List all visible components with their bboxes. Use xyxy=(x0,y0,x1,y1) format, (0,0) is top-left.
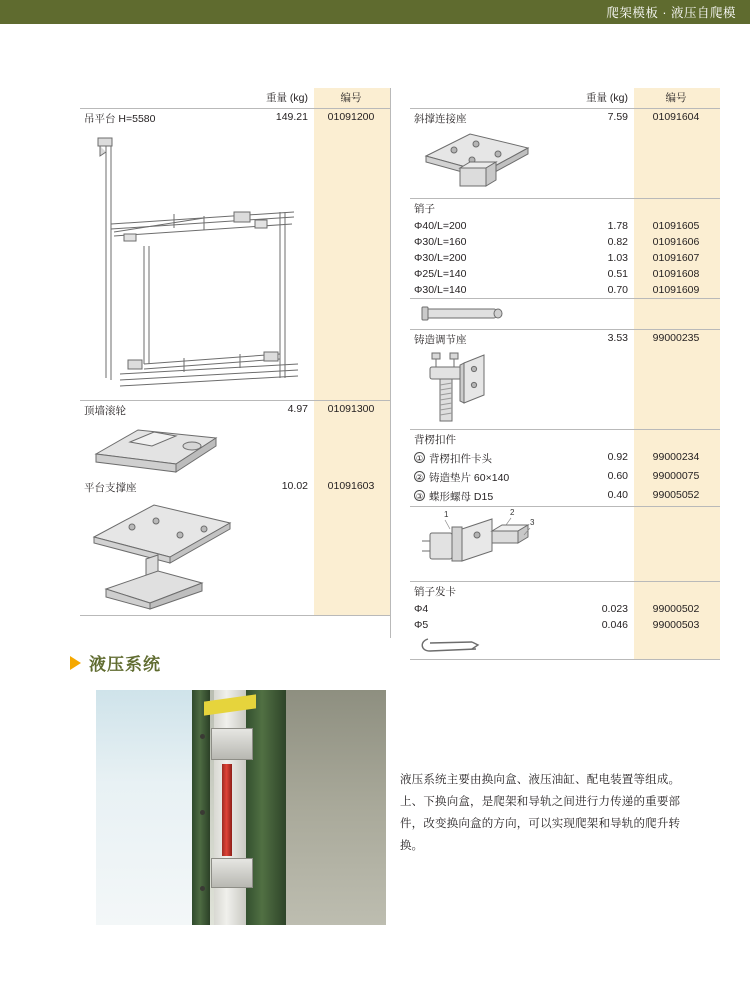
item-weight: 0.82 xyxy=(607,236,628,248)
figure-cell-wall-roller xyxy=(80,420,314,478)
brace-connector-drawing xyxy=(414,128,634,198)
item-code xyxy=(634,582,720,602)
header-accent-block xyxy=(0,0,300,24)
code-column-filler xyxy=(314,420,390,478)
item-weight: 0.023 xyxy=(601,603,628,615)
col-head-weight: 重量 (kg) xyxy=(242,88,314,109)
photo-bolt xyxy=(200,886,205,891)
figure-row xyxy=(410,128,720,199)
photo-right-wall xyxy=(276,690,386,925)
item-weight xyxy=(562,430,634,450)
item-name: Φ40/L=200 xyxy=(414,220,467,232)
table-row xyxy=(410,468,720,487)
item-name: Φ4 xyxy=(414,603,429,615)
figure-cell-brace-connector xyxy=(410,128,634,199)
waler-clamp-drawing xyxy=(414,507,634,581)
col-head-code: 编号 xyxy=(634,88,720,109)
body-paragraph: 液压系统主要由换向盒、液压油缸、配电装置等组成。上、下换向盒，是爬架和导轨之间进行力传递的重要部件，改变换向盒的方向，可以实现爬架和导轨的爬升转换。 xyxy=(400,774,680,852)
col-head-name xyxy=(80,88,242,109)
item-code xyxy=(634,199,720,219)
header-title: 爬架模板 · 液压自爬模 xyxy=(606,6,736,20)
figure-cell-cast-adjuster xyxy=(410,349,634,430)
photo-rail-inner xyxy=(246,690,286,925)
cast-adjuster-drawing xyxy=(414,349,634,429)
wall-roller-svg xyxy=(84,420,234,476)
item-weight: 149.21 xyxy=(275,111,308,123)
item-name: Φ25/L=140 xyxy=(414,268,467,280)
table-row xyxy=(410,601,720,617)
table-row xyxy=(410,250,720,266)
item-name: 吊平台 H=5580 xyxy=(84,113,156,125)
code-column-filler xyxy=(634,299,720,330)
item-name-row xyxy=(410,468,562,487)
left-spec-table xyxy=(80,88,390,616)
left-spec-column xyxy=(80,88,390,660)
table-row xyxy=(410,282,720,299)
callout-2: 2 xyxy=(510,508,515,517)
item-code: 99000235 xyxy=(634,330,720,350)
figure-cell-platform-support xyxy=(80,497,314,616)
pin-clip-drawing xyxy=(414,633,634,659)
group-name: 背楞扣件 xyxy=(414,434,456,446)
item-code: 99000234 xyxy=(634,449,720,468)
table-row xyxy=(410,430,720,450)
item-weight xyxy=(562,199,634,219)
table-header-row xyxy=(80,88,390,109)
item-weight: 0.92 xyxy=(607,451,628,463)
code-column-filler xyxy=(314,128,390,401)
item-code: 99005052 xyxy=(634,487,720,507)
item-code: 01091604 xyxy=(634,109,720,129)
item-weight: 1.78 xyxy=(607,220,628,232)
item-label: 铸造垫片 60×140 xyxy=(429,472,510,484)
table-row xyxy=(80,109,390,129)
figure-row xyxy=(410,299,720,330)
table-row xyxy=(410,109,720,129)
item-code: 99000503 xyxy=(634,617,720,633)
item-code: 01091607 xyxy=(634,250,720,266)
platform-support-drawing xyxy=(84,497,314,615)
figure-cell-hanging-platform xyxy=(80,128,314,401)
figure-row xyxy=(410,349,720,430)
item-code: 01091606 xyxy=(634,234,720,250)
item-weight: 10.02 xyxy=(281,480,308,492)
item-code: 01091300 xyxy=(314,401,390,421)
figure-row xyxy=(80,128,390,401)
table-row xyxy=(410,449,720,468)
photo-bolt xyxy=(200,810,205,815)
pin-clip-svg xyxy=(414,633,534,657)
figure-row xyxy=(80,420,390,478)
page-header xyxy=(0,0,750,24)
platform-support-svg xyxy=(84,497,254,613)
photo-left-wall xyxy=(96,690,192,925)
item-weight: 4.97 xyxy=(287,403,308,415)
code-column-filler xyxy=(634,128,720,199)
triangle-bullet-icon xyxy=(70,656,81,670)
code-column-filler xyxy=(314,497,390,616)
table-row xyxy=(410,266,720,282)
item-name-row xyxy=(410,449,562,468)
code-column-filler xyxy=(634,349,720,430)
hydraulic-system-photo xyxy=(96,690,386,925)
spec-tables xyxy=(0,88,750,660)
pins-drawing xyxy=(414,299,634,329)
item-code: 01091605 xyxy=(634,218,720,234)
right-spec-table xyxy=(410,88,720,660)
table-row xyxy=(410,199,720,219)
item-name: Φ30/L=140 xyxy=(410,282,562,299)
item-code: 01091200 xyxy=(314,109,390,129)
figure-cell-pin-clip xyxy=(410,633,634,660)
table-row xyxy=(80,478,390,497)
section-heading xyxy=(70,650,161,675)
item-weight: 7.59 xyxy=(607,111,628,123)
item-label: 背楞扣件卡头 xyxy=(429,453,492,465)
item-name: Φ5 xyxy=(414,619,429,631)
item-weight: 3.53 xyxy=(607,332,628,344)
item-code: 01091609 xyxy=(634,282,720,299)
table-row xyxy=(410,617,720,633)
item-code xyxy=(634,430,720,450)
item-weight xyxy=(562,582,634,602)
item-code: 01091608 xyxy=(634,266,720,282)
col-head-weight: 重量 (kg) xyxy=(562,88,634,109)
figure-cell-waler-clamp xyxy=(410,507,634,582)
figure-row xyxy=(410,507,720,582)
table-row xyxy=(410,218,720,234)
item-weight: 1.03 xyxy=(607,252,628,264)
code-column-filler xyxy=(634,633,720,660)
item-name: 顶墙滚轮 xyxy=(84,405,126,417)
photo-hydraulic-cylinder xyxy=(222,764,232,856)
item-code: 99000075 xyxy=(634,468,720,487)
item-weight: 0.51 xyxy=(607,268,628,280)
table-header-row xyxy=(410,88,720,109)
item-name: 铸造调节座 xyxy=(414,334,467,346)
table-row xyxy=(80,401,390,421)
item-code: 01091603 xyxy=(314,478,390,497)
brace-connector-svg xyxy=(414,128,544,196)
hanging-platform-drawing xyxy=(84,128,314,400)
item-label: 蝶形螺母 D15 xyxy=(429,491,494,503)
item-name: 平台支撑座 xyxy=(84,482,137,494)
item-weight: 0.70 xyxy=(562,282,634,299)
pins-svg xyxy=(414,299,534,327)
table-row xyxy=(410,234,720,250)
item-weight: 0.60 xyxy=(607,470,628,482)
item-name: 斜撑连接座 xyxy=(414,113,467,125)
figure-row xyxy=(80,497,390,616)
photo-lower-reversing-box xyxy=(211,858,253,888)
index-badge-2: ② xyxy=(415,473,424,482)
callout-1: 1 xyxy=(444,510,449,519)
body-paragraph-block xyxy=(400,770,680,857)
col-head-code: 编号 xyxy=(314,88,390,109)
hanging-platform-svg xyxy=(84,128,314,398)
code-column-filler xyxy=(634,507,720,582)
index-badge-3: ③ xyxy=(415,492,424,501)
item-weight: 0.046 xyxy=(601,619,628,631)
wall-roller-drawing xyxy=(84,420,314,478)
index-badge-1: ① xyxy=(415,454,424,463)
group-name: 销子发卡 xyxy=(414,586,456,598)
callout-3: 3 xyxy=(530,518,535,527)
item-code: 99000502 xyxy=(634,601,720,617)
table-row xyxy=(410,582,720,602)
table-row xyxy=(410,487,720,507)
waler-clamp-svg xyxy=(414,507,564,579)
photo-upper-reversing-box xyxy=(211,728,253,760)
right-spec-column xyxy=(410,88,720,660)
figure-cell-pins xyxy=(410,299,634,330)
item-name: Φ30/L=200 xyxy=(414,252,467,264)
section-title: 液压系统 xyxy=(89,655,161,674)
item-name-row xyxy=(410,487,562,507)
cast-adjuster-svg xyxy=(414,349,534,427)
group-name: 销子 xyxy=(414,203,435,215)
photo-bolt xyxy=(200,734,205,739)
col-head-name xyxy=(410,88,562,109)
item-weight: 0.40 xyxy=(562,487,634,507)
item-name: Φ30/L=160 xyxy=(414,236,467,248)
table-row xyxy=(410,330,720,350)
figure-row xyxy=(410,633,720,660)
